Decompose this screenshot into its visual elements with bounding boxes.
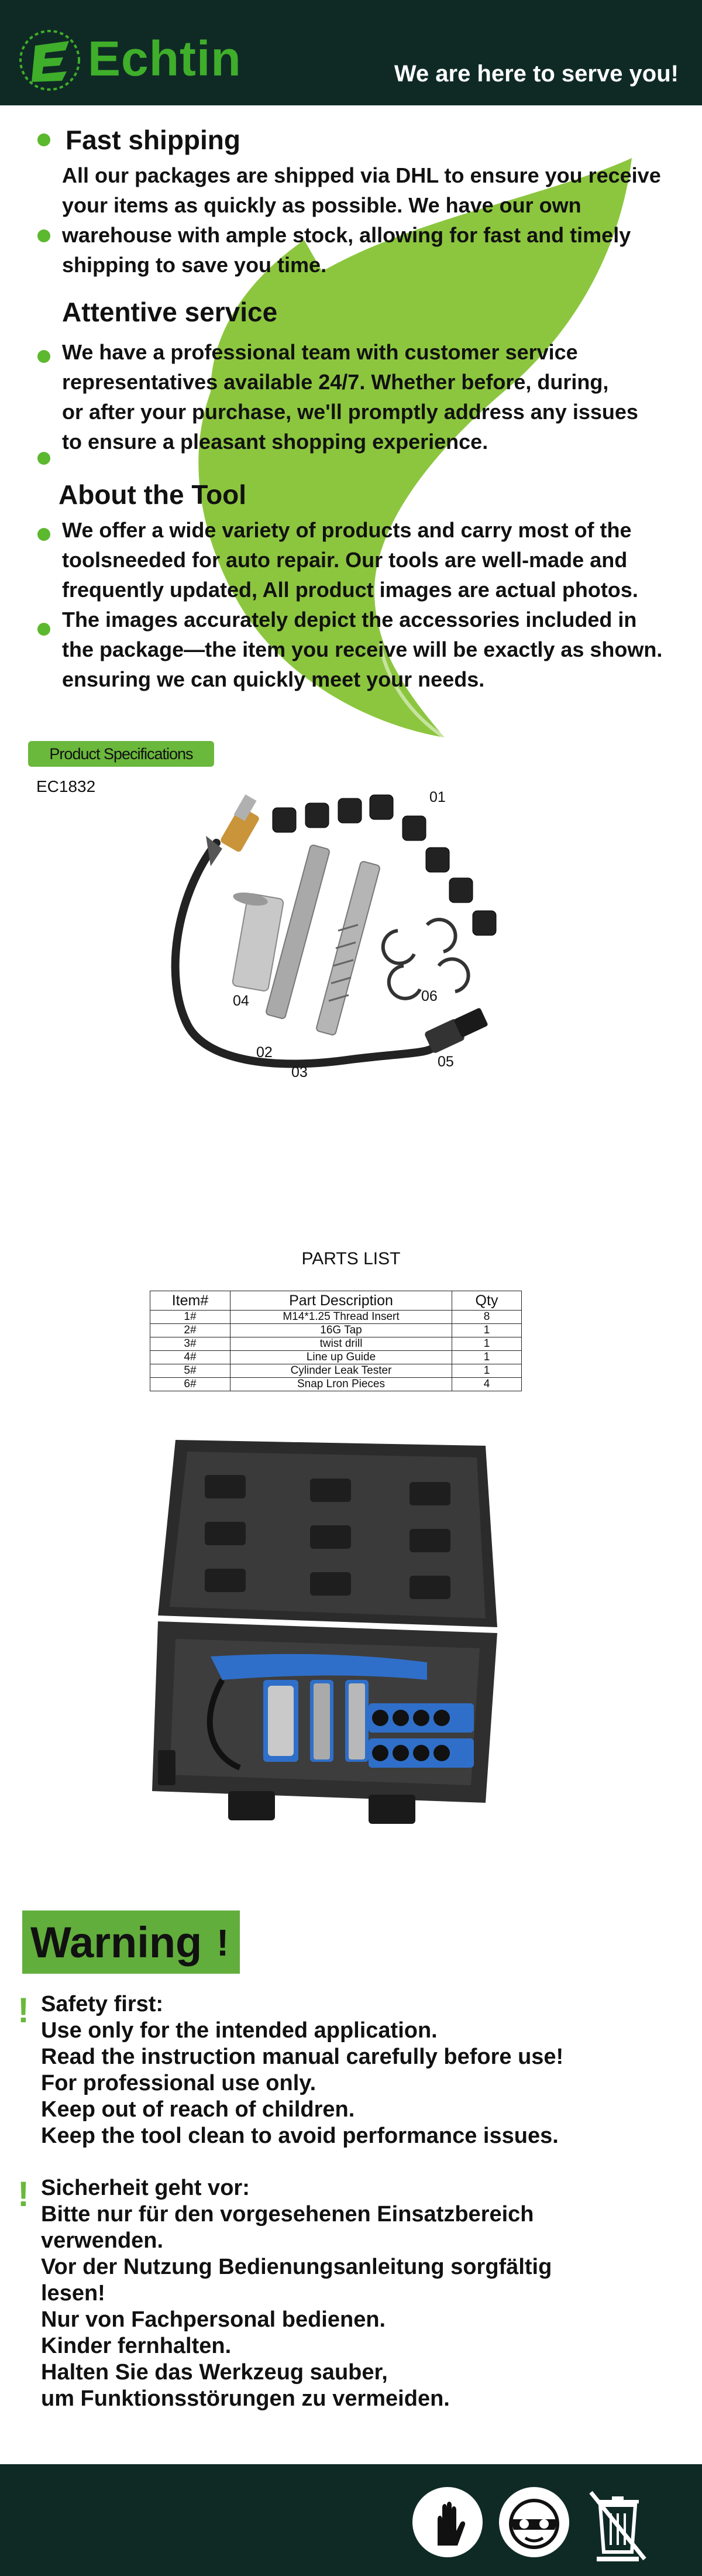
table-row (150, 1351, 522, 1364)
column-header-description: Part Description (230, 1291, 452, 1311)
part-label-06: 06 (421, 988, 438, 1004)
body-line: warehouse with ample stock, allowing for fast and timely (62, 223, 631, 247)
tool-kit-diagram (152, 778, 550, 1083)
bullet-dot (37, 452, 50, 465)
tool-case-illustration (135, 1428, 521, 1850)
safety-goggles-icon (496, 2484, 572, 2560)
table-row (150, 1337, 522, 1351)
cell-qty: 1 (452, 1337, 522, 1351)
gloves-icon (410, 2484, 486, 2560)
header-tagline: We are here to serve you! (394, 61, 679, 87)
body-line: your items as quickly as possible. We have our own (62, 193, 581, 217)
body-line: shipping to save you time. (62, 253, 327, 277)
cell-qty: 1 (452, 1324, 522, 1337)
body-line: All our packages are shipped via DHL to ensure you receive (62, 163, 661, 187)
part-label-01: 01 (429, 789, 446, 805)
safety-line: Safety first: (41, 1992, 164, 2016)
cell-qty: 8 (452, 1311, 522, 1324)
warning-title: Warning (30, 1918, 202, 1967)
part-label-03: 03 (291, 1064, 308, 1081)
cell-description: twist drill (230, 1337, 452, 1351)
part-label-02: 02 (256, 1044, 273, 1061)
safety-line: For professional use only. (41, 2071, 316, 2095)
section-body-shipping (62, 160, 661, 280)
table-row (150, 1324, 522, 1337)
bullet-dot (37, 623, 50, 636)
body-line: the package—the item you receive will be exactly as shown. (62, 637, 663, 661)
body-line: ensuring we can quickly meet your needs. (62, 667, 485, 691)
safety-line: Kinder fernhalten. (41, 2334, 232, 2358)
no-trash-bin-icon (583, 2482, 653, 2564)
cell-description: Cylinder Leak Tester (230, 1364, 452, 1378)
part-label-05: 05 (438, 1054, 454, 1070)
table-row (150, 1378, 522, 1391)
safety-line: Use only for the intended application. (41, 2018, 438, 2043)
safety-line: Halten Sie das Werkzeug sauber, (41, 2360, 388, 2385)
bullet-dot (37, 528, 50, 541)
safety-line: Keep the tool clean to avoid performance issues. (41, 2124, 559, 2148)
cell-qty: 1 (452, 1351, 522, 1364)
cell-item: 1# (150, 1311, 230, 1324)
cell-item: 3# (150, 1337, 230, 1351)
part-label-04: 04 (233, 993, 249, 1009)
safety-notes-de (41, 2175, 552, 2412)
bullet-dot (37, 133, 50, 146)
parts-list-title: PARTS LIST (301, 1249, 401, 1268)
section-body-service (62, 337, 638, 457)
safety-line: Read the instruction manual carefully before use! (41, 2045, 564, 2069)
body-line: or after your purchase, we'll promptly address any issues (62, 400, 638, 424)
body-line: representatives available 24/7. Whether before, during, (62, 370, 609, 394)
safety-line: Sicherheit geht vor: (41, 2176, 250, 2200)
parts-table (150, 1291, 522, 1391)
bullet-dot (37, 229, 50, 242)
section-title-service: Attentive service (62, 297, 278, 327)
safety-line: lesen! (41, 2281, 105, 2306)
exclamation-icon: ! (18, 2174, 29, 2214)
cell-description: Snap Lron Pieces (230, 1378, 452, 1391)
product-specifications-badge: Product Specifications (28, 741, 214, 767)
safety-line: Keep out of reach of children. (41, 2097, 355, 2122)
column-header-qty: Qty (452, 1291, 522, 1311)
table-row (150, 1364, 522, 1378)
exclamation-icon: ! (18, 1991, 29, 2030)
model-number: EC1832 (36, 777, 96, 795)
cell-item: 4# (150, 1351, 230, 1364)
cell-item: 6# (150, 1378, 230, 1391)
body-line: We offer a wide variety of products and carry most of the (62, 518, 632, 542)
cell-qty: 4 (452, 1378, 522, 1391)
table-row (150, 1311, 522, 1324)
safety-notes-en (41, 1991, 563, 2149)
safety-line: Nur von Fachpersonal bedienen. (41, 2307, 386, 2332)
cell-item: 2# (150, 1324, 230, 1337)
safety-line: Vor der Nutzung Bedienungsanleitung sorgfältig (41, 2255, 552, 2279)
body-line: to ensure a pleasant shopping experience. (62, 430, 488, 454)
section-body-tool (62, 515, 662, 694)
cell-description: Line up Guide (230, 1351, 452, 1364)
safety-line: verwenden. (41, 2228, 164, 2253)
body-line: toolsneeded for auto repair. Our tools are well-made and (62, 548, 628, 572)
cell-item: 5# (150, 1364, 230, 1378)
safety-line: um Funktionsstörungen zu vermeiden. (41, 2386, 450, 2411)
body-line: We have a professional team with customer service (62, 340, 578, 364)
column-header-item: Item# (150, 1291, 230, 1311)
bullet-dot (37, 350, 50, 363)
brand-logo-icon (18, 28, 82, 92)
section-title-tool: About the Tool (58, 479, 247, 510)
cell-description: M14*1.25 Thread Insert (230, 1311, 452, 1324)
safety-line: Bitte nur für den vorgesehenen Einsatzbereich (41, 2202, 534, 2227)
body-line: The images accurately depict the accessories included in (62, 608, 637, 632)
warning-exclamation: ! (216, 1922, 229, 1964)
cell-qty: 1 (452, 1364, 522, 1378)
table-header-row (150, 1291, 522, 1311)
section-title-shipping: Fast shipping (66, 125, 240, 155)
body-line: frequently updated, All product images are actual photos. (62, 578, 638, 602)
brand-name: Echtin (88, 31, 242, 86)
cell-description: 16G Tap (230, 1324, 452, 1337)
